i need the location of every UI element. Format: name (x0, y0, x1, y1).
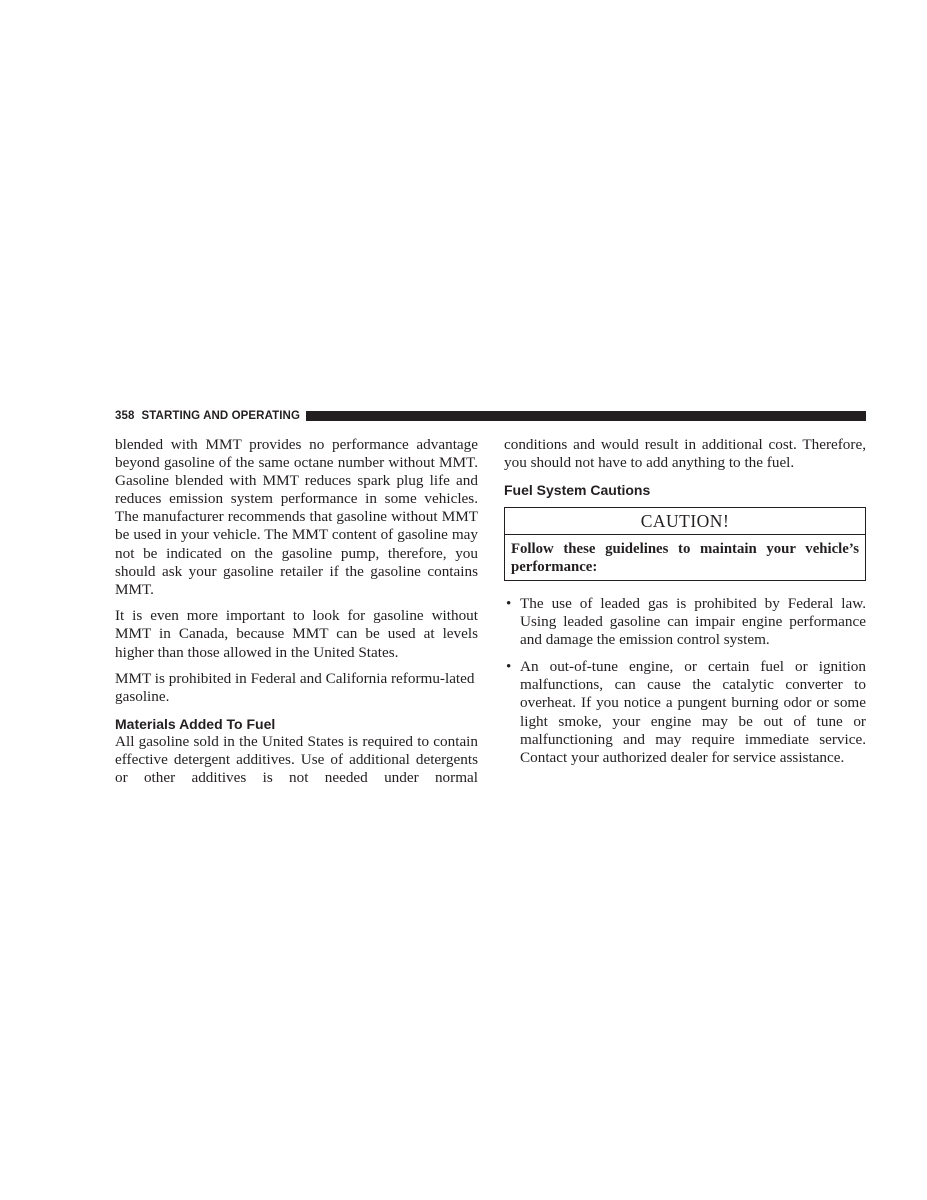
bullet-icon: • (506, 594, 512, 612)
heading-fuel-system-cautions: Fuel System Cautions (504, 481, 651, 498)
page-number: 358 (115, 410, 135, 422)
caution-bullet-list (504, 595, 866, 767)
right-column (504, 436, 866, 776)
caution-text: Follow these guidelines to maintain your vehicle’s performance: (511, 540, 859, 575)
caution-box (504, 507, 866, 581)
page-header (115, 408, 866, 424)
heading-materials-added: Materials Added To Fuel (115, 715, 276, 732)
paragraph-continuation: conditions and would result in additional cost. Therefore, you should not have to add anything to the fuel. (504, 436, 866, 472)
left-column (115, 436, 478, 796)
paragraph-mmt-canada: It is even more important to look for gasoline without MMT in Canada, because MMT can be used at levels higher than those allowed in the United States. (115, 607, 478, 661)
caution-title: CAUTION! (505, 508, 865, 535)
header-rule (306, 411, 866, 421)
bullet-text: An out-of-tune engine, or certain fuel or ignition malfunctions, can cause the catalytic converter to overheat. If you notice a pungent burning odor or some light smoke, your engine may be out of tune or malfunctioning and may require immediate service. Contact your authorized dealer for service assistance. (520, 658, 866, 766)
bullet-text: The use of leaded gas is prohibited by Federal law. Using leaded gasoline can impair engine performance and damage the emission control system. (520, 594, 866, 649)
paragraph-mmt-prohibited: MMT is prohibited in Federal and California reformu-lated gasoline. (115, 670, 475, 706)
paragraph-mmt-performance: blended with MMT provides no performance advantage beyond gasoline of the same octane number without MMT. Gasoline blended with MMT reduces spark plug life and reduces emission system performance in some vehicles. The manufacturer recommends that gasoline without MMT be used in your vehicle. The MMT content of gasoline may not be indicated on the gasoline pump, therefore, you should ask your gasoline retailer if the gasoline contains MMT. (115, 436, 478, 598)
list-item (504, 595, 866, 649)
paragraph-detergent-additives: All gasoline sold in the United States is required to contain effective detergent additives. Use of additional detergents or other additives is not needed under normal (115, 732, 478, 786)
section-title: STARTING AND OPERATING (141, 410, 301, 422)
list-item (504, 658, 866, 767)
bullet-icon: • (506, 658, 512, 676)
